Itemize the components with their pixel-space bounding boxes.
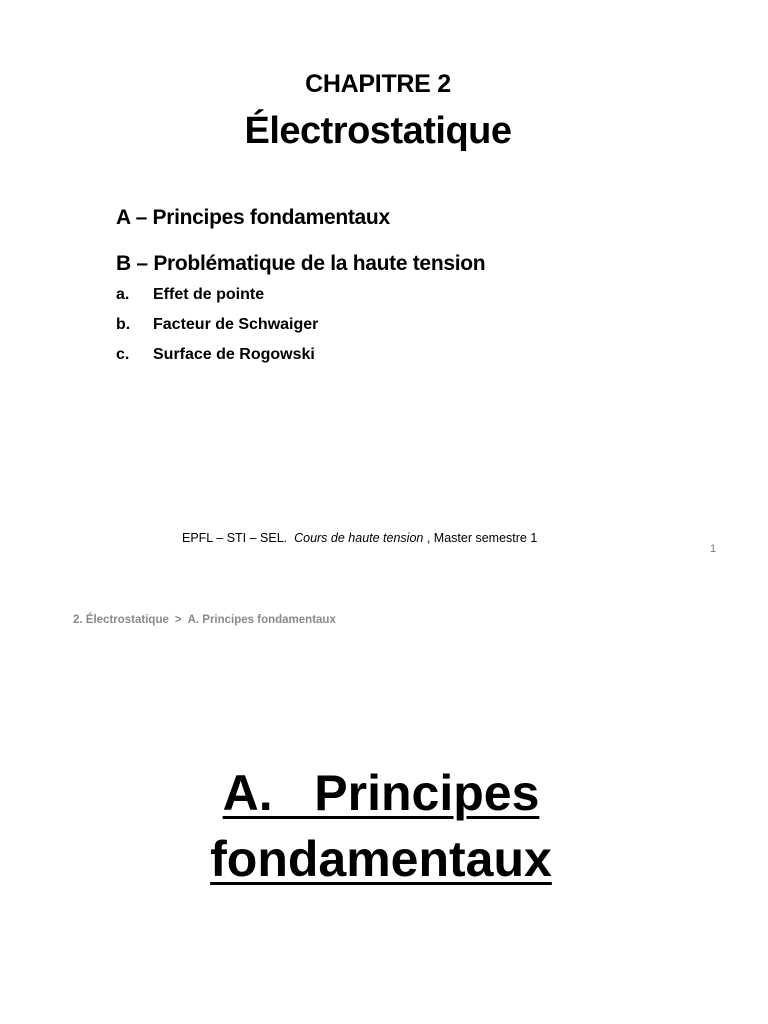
sub-item-marker: c. — [116, 346, 130, 363]
section-b-heading: B – Problématique de la haute tension — [116, 252, 486, 275]
page-number: 1 — [710, 543, 717, 555]
sub-item-marker: a. — [116, 286, 130, 303]
section-title-line-1: A. Principes — [222, 765, 540, 821]
slide-2 — [0, 590, 768, 1024]
section-title-line-2: fondamentaux — [210, 831, 552, 887]
chapter-title: Électrostatique — [244, 110, 512, 152]
breadcrumb-chapter: 2. Électrostatique — [73, 614, 169, 626]
breadcrumb-separator: > — [174, 614, 182, 626]
chapter-label: CHAPITRE 2 — [305, 70, 451, 98]
sub-item-label: Effet de pointe — [153, 286, 265, 303]
footer-prefix: EPFL – STI – SEL. — [182, 531, 288, 545]
breadcrumb-section: A. Principes fondamentaux — [187, 614, 336, 626]
footer-course: Cours de haute tension — [294, 531, 424, 545]
sub-item-facteur-de-schwaiger — [116, 316, 318, 334]
section-title — [0, 760, 762, 892]
sub-item-effet-de-pointe — [116, 286, 264, 304]
footer-suffix: , Master semestre 1 — [426, 531, 538, 545]
sub-item-surface-de-rogowski — [116, 346, 315, 364]
breadcrumb — [73, 614, 336, 626]
slide-footer — [182, 531, 537, 545]
sub-item-marker: b. — [116, 316, 131, 333]
section-a-heading: A – Principes fondamentaux — [116, 206, 390, 229]
sub-item-label: Facteur de Schwaiger — [153, 316, 319, 333]
sub-item-label: Surface de Rogowski — [153, 346, 315, 363]
